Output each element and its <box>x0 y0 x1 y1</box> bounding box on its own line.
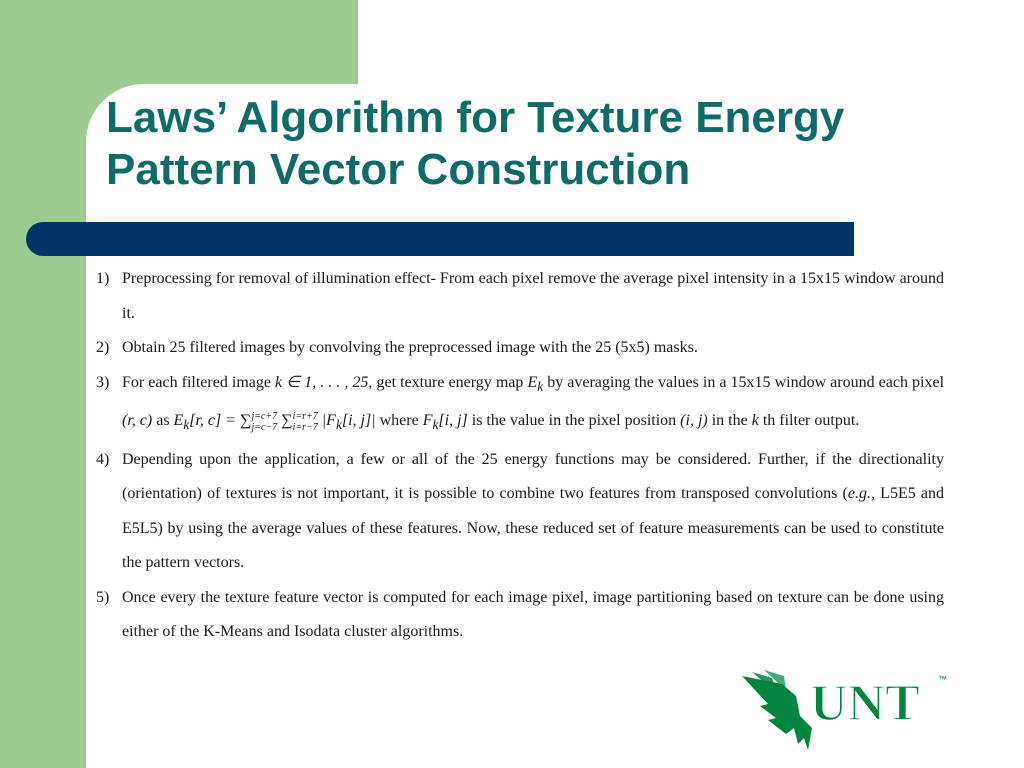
sum-upper-limit: i=r+7 <box>292 410 318 422</box>
step-number: 2) <box>96 339 110 356</box>
step-number: 1) <box>96 270 110 287</box>
step-text-segment: th filter output. <box>758 412 860 430</box>
step-text-segment: as <box>152 412 174 430</box>
math-symbol: F <box>422 412 433 430</box>
step-text-segment: where <box>375 412 423 430</box>
title-line-1: Laws’ Algorithm for Texture Energy <box>106 93 845 142</box>
step-number: 5) <box>96 588 110 606</box>
math-symbol: E <box>173 412 184 430</box>
unt-logo <box>738 668 950 752</box>
step-number: 4) <box>96 450 110 468</box>
math-symbol: k <box>751 412 759 430</box>
sum-upper-limit: j=c+7 <box>251 410 278 422</box>
step-text-segment: Depending upon the application, a few or all of the 25 energy functions may be considered. Further, if the directionality (orientation) of textures is not important, it is possible to combine two features from transposed convolutions ( <box>122 450 944 503</box>
step-number: 3) <box>96 373 110 391</box>
step-text-segment: in the <box>707 412 752 430</box>
math-expression: (r, c) <box>122 412 153 430</box>
step-text: Obtain 25 filtered images by convolving the preprocessed image with the 25 (5x5) masks. <box>122 339 698 356</box>
logo-text: UNT <box>810 675 920 732</box>
math-symbol: E <box>527 373 538 391</box>
math-expression: (i, j) <box>680 412 708 430</box>
logo-trademark: ™ <box>938 674 947 684</box>
white-panel-top <box>358 0 1024 90</box>
slide-title <box>106 92 1006 196</box>
sum-limits <box>293 411 318 433</box>
eagle-icon <box>742 670 812 750</box>
step-2 <box>96 331 944 366</box>
title-line-2: Pattern Vector Construction <box>106 145 691 194</box>
step-text-segment: , get texture energy map <box>368 373 528 391</box>
step-text-segment: L5E5 and E5L5) by using the average values of these features. Now, these reduced set of feature measurements can be used to constitute the pattern vectors. <box>122 485 944 572</box>
step-text <box>122 366 944 443</box>
step-text-segment: is the value in the pixel position <box>467 412 681 430</box>
math-subscript: k <box>183 417 190 433</box>
math-expression: [i, j] <box>438 412 468 430</box>
italic-abbreviation: e.g., <box>847 485 875 503</box>
math-subscript: k <box>537 378 544 394</box>
step-3 <box>96 366 944 443</box>
step-text-segment: by averaging the values in a 15x15 window around each pixel <box>543 373 945 391</box>
step-text <box>122 443 944 581</box>
math-subscript: k <box>432 417 439 433</box>
math-expression: [r, c] = ∑ <box>189 412 252 430</box>
step-5 <box>96 581 944 650</box>
math-subscript: k <box>335 417 342 433</box>
step-4 <box>96 443 944 581</box>
step-text: Once every the texture feature vector is computed for each image pixel, image partitioning based on texture can be done using either of the K-Means and Isodata cluster algorithms. <box>122 588 944 641</box>
step-text: Preprocessing for removal of illumination effect- From each pixel remove the average pixel intensity in a 15x15 window around it. <box>122 270 944 322</box>
math-expression: |F <box>317 412 336 430</box>
title-divider-bar <box>26 222 854 256</box>
math-expression: k ∈ 1, . . . , 25 <box>275 373 369 391</box>
sum-lower-limit: i=r−7 <box>292 421 318 433</box>
math-expression: [i, j]| <box>341 412 376 430</box>
algorithm-steps <box>96 262 944 650</box>
step-1 <box>96 262 944 331</box>
sum-lower-limit: j=c−7 <box>251 421 278 433</box>
step-text-segment: For each filtered image <box>122 373 276 391</box>
sum-limits <box>251 411 277 433</box>
math-expression: ∑ <box>277 412 293 430</box>
